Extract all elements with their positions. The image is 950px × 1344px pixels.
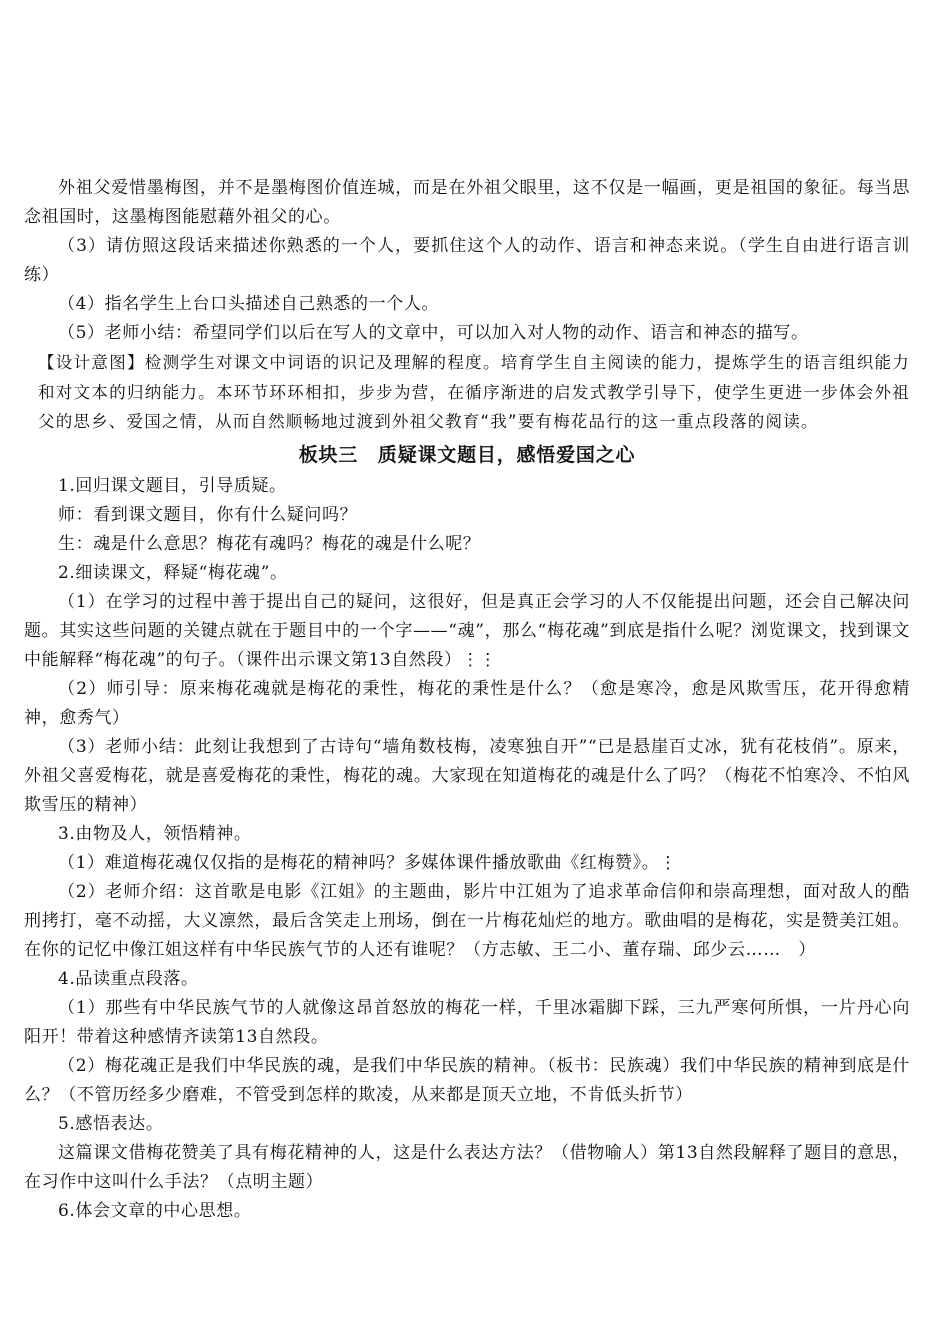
design-intent-paragraph: 【设计意图】检测学生对课文中词语的识记及理解的程度。培育学生自主阅读的能力，提炼学生的语言组织能力和对文本的归纳能力。本环节环环相扣，步步为营，在循序渐进的启发式教学引导下，使学生更进一步体会外祖父的思乡、爱国之情，从而自然顺畅地过渡到外祖父教育“我”要有梅花品行的这一重点段落的阅读。: [38, 353, 910, 431]
paragraph: 1.回归课文题目，引导质疑。: [58, 475, 287, 496]
paragraph: （1）难道梅花魂仅仅指的是梅花的精神吗？多媒体课件播放歌曲《红梅赞》。⋮: [58, 852, 677, 873]
paragraph: （1）在学习的过程中善于提出自己的疑问，这很好，但是真正会学习的人不仅能提出问题，还会自己解决问题。其实这些问题的关键点就在于题目中的一个字——“魂”，那么“梅花魂”到底是指什么呢？浏览课文，找到课文中能解释“梅花魂”的句子。（课件出示课文第13自然段）⋮⋮: [24, 591, 910, 670]
paragraph: 3.由物及人，领悟精神。: [58, 823, 252, 844]
paragraph: 4.品读重点段落。: [58, 968, 199, 989]
paragraph: 5.感悟表达。: [58, 1113, 164, 1134]
paragraph: 师：看到课文题目，你有什么疑问吗？: [58, 504, 358, 525]
paragraph: （4）指名学生上台口头描述自己熟悉的一个人。: [58, 294, 440, 314]
paragraph: （3）老师小结：此刻让我想到了古诗句“墙角数枝梅，凌寒独自开”“已是悬崖百丈冰，犹有花枝俏”。原来，外祖父喜爱梅花，就是喜爱梅花的秉性，梅花的魂。大家现在知道梅花的魂是什么了吗？（梅花不怕寒冷、不怕风欺雪压的精神）: [24, 736, 910, 815]
paragraph: 6.体会文章的中心思想。: [58, 1200, 252, 1221]
paragraph: 外祖父爱惜墨梅图，并不是墨梅图价值连城，而是在外祖父眼里，这不仅是一幅画，更是祖国的象征。每当思念祖国时，这墨梅图能慰藉外祖父的心。: [24, 178, 910, 227]
paragraph: （2）师引导：原来梅花魂就是梅花的秉性，梅花的秉性是什么？（愈是寒冷，愈是风欺雪压，花开得愈精神，愈秀气）: [24, 678, 910, 728]
paragraph: 生：魂是什么意思？梅花有魂吗？梅花的魂是什么呢？: [58, 533, 481, 554]
paragraph: （2）老师介绍：这首歌是电影《江姐》的主题曲，影片中江姐为了追求革命信仰和崇高理想，面对敌人的酷刑拷打，毫不动摇，大义凛然，最后含笑走上刑场，倒在一片梅花灿烂的地方。歌曲唱的是梅花，实是赞美江姐。在你的记忆中像江姐这样有中华民族气节的人还有谁呢？（方志敏、王二小、董存瑞、邱少云…… ）: [24, 881, 910, 960]
paragraph: （1）那些有中华民族气节的人就像这昂首怒放的梅花一样，千里冰霜脚下踩，三九严寒何所惧，一片丹心向阳开！带着这种感情齐读第13自然段。: [24, 997, 910, 1047]
document-page: [24, 174, 910, 1226]
paragraph: （3）请仿照这段话来描述你熟悉的一个人，要抓住这个人的动作、语言和神态来说。（学生自由进行语言训练）: [24, 236, 910, 285]
paragraph: （2）梅花魂正是我们中华民族的魂，是我们中华民族的精神。（板书：民族魂）我们中华民族的精神到底是什么？（不管历经多少磨难，不管受到怎样的欺凌，从来都是顶天立地，不肯低头折节）: [24, 1055, 910, 1105]
section-heading: 板块三 质疑课文题目，感悟爱国之心: [298, 443, 636, 466]
paragraph: （5）老师小结：希望同学们以后在写人的文章中，可以加入对人物的动作、语言和神态的描写。: [58, 323, 809, 343]
paragraph: 这篇课文借梅花赞美了具有梅花精神的人，这是什么表达方法？（借物喻人）第13自然段解释了题目的意思，在习作中这叫什么手法？（点明主题）: [24, 1142, 910, 1192]
paragraph: 2.细读课文，释疑“梅花魂”。: [58, 562, 288, 583]
